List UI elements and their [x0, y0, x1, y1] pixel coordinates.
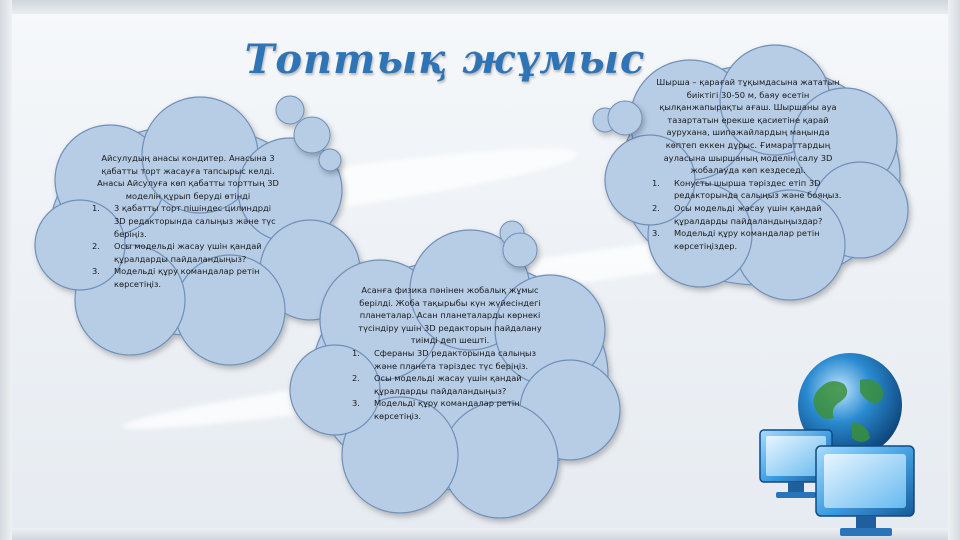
list-item: 3. Модельді құру командалар ретін көрсетіңіз. [352, 398, 520, 421]
list-item: 2. Осы модельді жасау үшін қандай құралдарды пайдаландыңыз? [92, 241, 262, 264]
list-item: 2. Осы модельді жасау үшін қандай құралдарды пайдаландыңыздар? [652, 202, 823, 226]
globe-with-monitors-icon [740, 350, 960, 540]
cloud-right-text [652, 76, 844, 252]
cloud-right-list [652, 177, 844, 253]
monitor-right [816, 446, 914, 536]
list-item: 1. Сфераны 3D редакторында салыңыз және планета тәріздес түс беріңіз. [352, 347, 537, 371]
cloud-center-list [352, 347, 548, 423]
list-item: 3. Модельді құру командалар ретін көрсетіңіздер. [652, 228, 820, 251]
cloud-center-intro: Асанға физика пәнінен жобалық жұмыс берілді. Жоба тақырыбы күн жүйесіндегі планеталар. Асан планеталарды көрнекі түсіндіру үшін 3D редакторын пайдалану тиімді деп шешті. [358, 285, 542, 346]
cloud-left-intro: Айсулудың анасы кондитер. Анасына 3 қабатты торт жасауға тапсырыс келді. Анасы Айсулуға көп қабатты торттың 3D моделін құрып беруді өтінді [97, 153, 279, 201]
cloud-right-intro: Шырша – қарағай тұқымдасына жататын биіктігі 30-50 м, баяу өсетін қылқанжапырақты ағаш. Шыршаны ауа тазартатын ерекше қасиетіне қарай аурухана, шипажайлардың маңында көптеп еккен дұрыс. Ғимараттардың ауласына шыршаның моделін салу 3D жобалауда көп кездеседі. [656, 77, 840, 176]
list-item: 2. Осы модельді жасау үшін қандай құралдарды пайдаландыңыз? [352, 373, 522, 396]
list-item: 1. Конусты шырша тәріздес етіп 3D редакторында салыңыз және бояңыз. [652, 177, 842, 201]
list-item: 3. Модельді құру командалар ретін көрсетіңіз. [92, 266, 260, 289]
list-item: 1. 3 қабатты торт пішіндес цилиндрді 3D редакторында салыңыз және түс беріңіз. [92, 203, 276, 239]
slide-title: Топтық жұмыс [244, 36, 646, 83]
cloud-right-bubbles [593, 101, 642, 135]
cloud-center-text [352, 284, 548, 423]
cloud-left-text [92, 152, 284, 291]
cloud-left-list [92, 202, 284, 290]
